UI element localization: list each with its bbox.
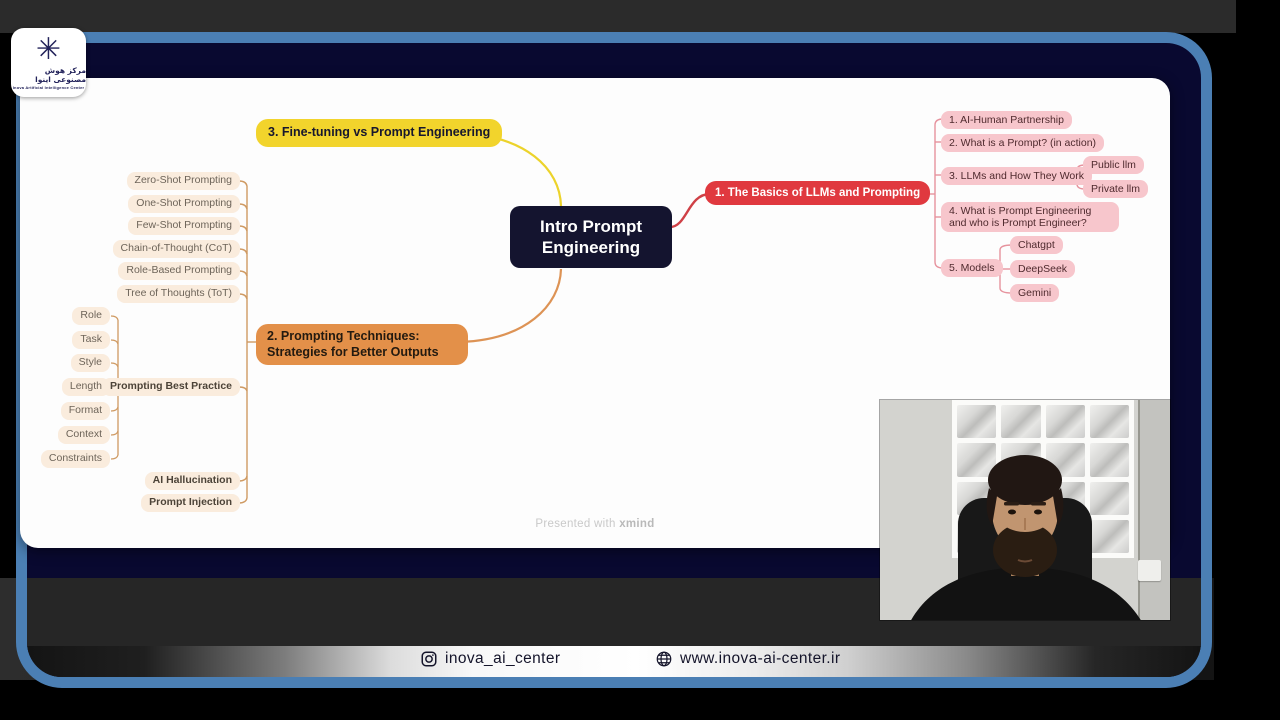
website-url bbox=[655, 650, 840, 668]
leaf-gemini[interactable]: Gemini bbox=[1010, 284, 1059, 302]
leaf-prompting-best-practice[interactable]: Prompting Best Practice bbox=[102, 378, 240, 396]
top-gray-band bbox=[0, 0, 1236, 33]
leaf-ai-human-partnership[interactable]: 1. AI-Human Partnership bbox=[941, 111, 1072, 129]
leaf-private-llm[interactable]: Private llm bbox=[1083, 180, 1148, 198]
leaf-what-is-a-prompt[interactable]: 2. What is a Prompt? (in action) bbox=[941, 134, 1104, 152]
logo-title-farsi: مرکز هوش مصنوعی اینوا bbox=[35, 66, 86, 84]
leaf-prompt-injection[interactable]: Prompt Injection bbox=[141, 494, 240, 512]
leaf-style[interactable]: Style bbox=[71, 354, 110, 372]
leaf-llms-how-they-work[interactable]: 3. LLMs and How They Work bbox=[941, 167, 1092, 185]
leaf-chatgpt[interactable]: Chatgpt bbox=[1010, 236, 1063, 254]
branch2-curve bbox=[460, 269, 561, 342]
branch1-curve bbox=[670, 194, 710, 227]
instagram-handle bbox=[420, 650, 560, 668]
xmind-watermark bbox=[535, 518, 654, 530]
leaf-public-llm[interactable]: Public llm bbox=[1083, 156, 1144, 174]
webcam-overlay bbox=[880, 400, 1170, 620]
leaf-zero-shot[interactable]: Zero-Shot Prompting bbox=[127, 172, 240, 190]
topic-basics-llms[interactable]: 1. The Basics of LLMs and Prompting bbox=[705, 181, 930, 205]
website-url-text: www.inova-ai-center.ir bbox=[680, 650, 841, 667]
watermark-brand: xmind bbox=[619, 518, 655, 530]
leaf-models[interactable]: 5. Models bbox=[941, 259, 1003, 277]
topic-prompting-techniques[interactable]: 2. Prompting Techniques: Strategies for Better Outputs bbox=[256, 324, 468, 365]
leaf-tree-of-thoughts[interactable]: Tree of Thoughts (ToT) bbox=[117, 285, 240, 303]
globe-icon bbox=[655, 650, 673, 668]
watermark-prefix: Presented with bbox=[535, 518, 620, 530]
leaf-chain-of-thought[interactable]: Chain-of-Thought (CoT) bbox=[113, 240, 240, 258]
leaf-what-is-prompt-engineering[interactable]: 4. What is Prompt Engineering and who is Prompt Engineer? bbox=[941, 202, 1119, 232]
root-topic[interactable]: Intro Prompt Engineering bbox=[510, 206, 672, 268]
instagram-icon bbox=[420, 650, 438, 668]
leaf-role-based[interactable]: Role-Based Prompting bbox=[118, 262, 240, 280]
footer-gradient-bar bbox=[27, 646, 1201, 677]
leaf-constraints[interactable]: Constraints bbox=[41, 450, 110, 468]
leaf-ai-hallucination[interactable]: AI Hallucination bbox=[145, 472, 240, 490]
leaf-one-shot[interactable]: One-Shot Prompting bbox=[128, 195, 240, 213]
leaf-deepseek[interactable]: DeepSeek bbox=[1010, 260, 1075, 278]
pinwheel-logo-icon: ✳ bbox=[35, 33, 62, 66]
instagram-handle-text: inova_ai_center bbox=[445, 650, 561, 667]
leaf-length[interactable]: Length bbox=[62, 378, 110, 396]
leaf-few-shot[interactable]: Few-Shot Prompting bbox=[128, 217, 240, 235]
inova-logo-card bbox=[11, 28, 86, 97]
leaf-role[interactable]: Role bbox=[72, 307, 110, 325]
leaf-format[interactable]: Format bbox=[61, 402, 110, 420]
presenter-person bbox=[880, 400, 1170, 620]
leaf-context[interactable]: Context bbox=[58, 426, 110, 444]
logo-subtitle-english: Inova Artificial Intelligence Center bbox=[12, 85, 85, 90]
leaf-task[interactable]: Task bbox=[72, 331, 110, 349]
topic-finetuning[interactable]: 3. Fine-tuning vs Prompt Engineering bbox=[256, 119, 502, 147]
